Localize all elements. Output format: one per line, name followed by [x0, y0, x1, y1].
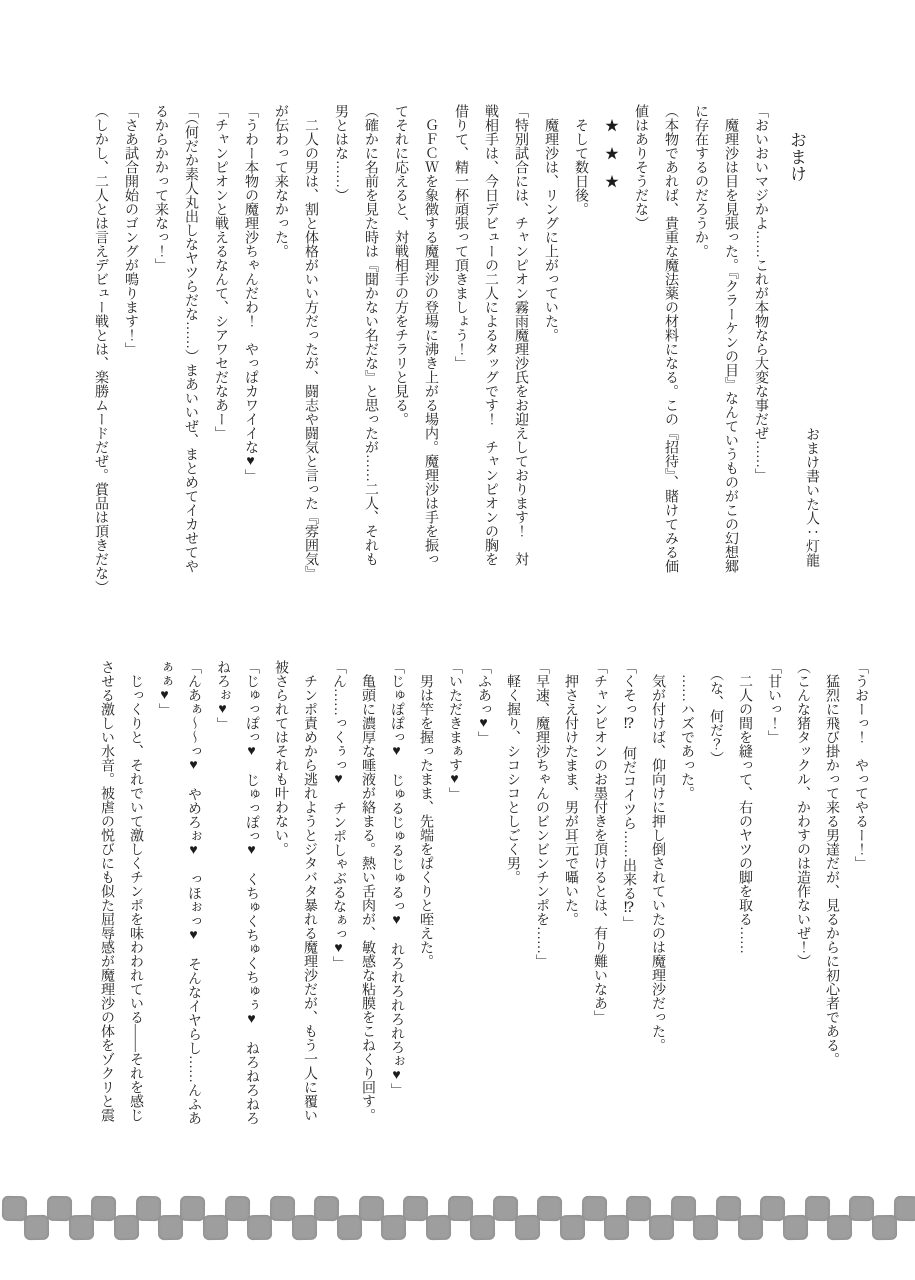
- text-column: 「んあぁ～～っ♥ やめろぉ♥ っほぉっ♥ そんなイヤらし……んふあ: [186, 660, 201, 1125]
- border-square: [693, 1215, 718, 1240]
- border-square: [738, 1215, 763, 1240]
- border-square: [113, 1215, 138, 1240]
- text-column: 猛烈に飛び掛かって来る男達だが、見るからに初心者である。: [824, 660, 839, 1066]
- text-column: ＧＦＣＷを象徴する魔理沙の登場に沸き上がる場内。魔理沙は手を振っ: [423, 104, 438, 566]
- border-square: [805, 1196, 830, 1221]
- border-square: [649, 1215, 674, 1240]
- border-square: [381, 1215, 406, 1240]
- border-square: [760, 1196, 785, 1221]
- border-square: [715, 1196, 740, 1221]
- text-column: 押さえ付けたまま、男が耳元で囁いた。: [563, 660, 578, 926]
- border-square: [2, 1196, 27, 1221]
- text-column: 被さられてはそれも叶わない。: [273, 660, 288, 856]
- text-column: 「うわー本物の魔理沙ちゃんだわ！ やっぱカワイイな♥」: [243, 104, 258, 483]
- border-square: [203, 1215, 228, 1240]
- border-square: [225, 1196, 250, 1221]
- author-credit: おまけ書いた人：灯龍: [804, 427, 819, 567]
- text-column: 亀頭に濃厚な唾液が絡まる。熱い舌肉が、敏感な粘膜をこねくり回す。: [360, 660, 375, 1122]
- text-column: 値はありそうだな）: [633, 104, 648, 230]
- border-square: [671, 1196, 696, 1221]
- text-column: が伝わって来なかった。: [273, 104, 288, 258]
- border-square: [492, 1196, 517, 1221]
- border-square: [403, 1196, 428, 1221]
- border-square: [470, 1215, 495, 1240]
- text-column: （確かに名前を見た時は『聞かない名だな』と思ったが……二人、それも: [363, 104, 378, 566]
- text-column: そして数日後。: [573, 104, 588, 216]
- border-square: [24, 1215, 49, 1240]
- text-column: 二人の男は、割と体格がいい方だったが、闘志や闘気と言った『雰囲気』: [303, 104, 318, 580]
- text-column: ★ ★ ★: [603, 104, 618, 188]
- text-column: 気が付けば、仰向けに押し倒されていたのは魔理沙だった。: [650, 660, 665, 1052]
- border-square: [46, 1196, 71, 1221]
- text-column: 魔理沙は、リングに上がっていた。: [543, 104, 558, 342]
- border-square: [872, 1215, 897, 1240]
- text-column: 「くそっ⁉ 何だコイツら……出来る⁉」: [621, 660, 636, 930]
- border-square: [849, 1196, 874, 1221]
- page-title: おまけ: [787, 131, 806, 182]
- border-square: [69, 1215, 94, 1240]
- text-column: （本物であれば、貴重な魔法薬の材料になる。この『招待』、賭けてみる価: [663, 104, 678, 573]
- text-column: 借りて、精一杯頑張って頂きましょう！」: [453, 104, 468, 370]
- text-column: 「（何だか素人丸出しなヤツらだな……）まあいいぜ、まとめてイカせてや: [183, 104, 198, 573]
- text-column: 「甘いっ！」: [766, 660, 781, 744]
- text-column: 「チャンピオンのお墨付きを頂けるとは、有り難いなあ」: [592, 660, 607, 1024]
- border-square: [827, 1215, 852, 1240]
- border-square: [158, 1215, 183, 1240]
- text-column: 魔理沙は目を見張った。『クラーケンの目』なんていうものがこの幻想郷: [723, 104, 738, 573]
- story-text-bottom-block: [92, 660, 875, 1180]
- text-column: 「じゅっぽっ♥ じゅっぽっ♥ くちゅくちゅくちゅぅ♥ ねろねろねろ: [244, 660, 259, 1125]
- text-column: 二人の間を縫って、右のヤツの脚を取る……: [737, 660, 752, 954]
- text-column: （こんな猪タックル、かわすのは造作ないぜ！）: [795, 660, 810, 968]
- border-square: [604, 1215, 629, 1240]
- border-square: [626, 1196, 651, 1221]
- text-column: 軽く握り、シコシコとしごく男。: [505, 660, 520, 884]
- border-square: [515, 1215, 540, 1240]
- border-square: [292, 1215, 317, 1240]
- border-square: [559, 1215, 584, 1240]
- text-column: させる激しい水音。被虐の悦びにも似た屈辱感が魔理沙の体をゾクリと震: [99, 660, 114, 1122]
- border-square: [782, 1215, 807, 1240]
- text-column: 戦相手は、今日デビューの二人によるタッグです！ チャンピオンの胸を: [483, 104, 498, 566]
- border-square: [894, 1196, 915, 1221]
- text-column: 「ふあっ♥」: [476, 660, 491, 745]
- text-column: 「じゅぽぽっ♥ じゅるじゅるじゅるっ♥ れろれろれろれろぉ♥」: [389, 660, 404, 1097]
- text-column: 男とはな……）: [333, 104, 348, 202]
- text-column: 「さあ試合開始のゴングが鳴ります！」: [123, 104, 138, 356]
- text-column: 「ん……っくぅっ♥ チンポしゃぶるなぁっ♥」: [331, 660, 346, 970]
- border-square: [336, 1215, 361, 1240]
- border-square: [91, 1196, 116, 1221]
- border-square: [314, 1196, 339, 1221]
- text-column: 「いただきまぁす♥」: [447, 660, 462, 801]
- text-column: （しかし、二人とは言えデビュー戦とは、楽勝ムードだぜ。賞品は頂きだな）: [93, 104, 108, 594]
- text-column: るからかかって来なっ！」: [153, 104, 168, 272]
- text-column: に存在するのだろうか。: [693, 104, 708, 258]
- text-column: ……ハズであった。: [679, 660, 694, 800]
- text-column: 「うおーっ！ やってやるー！」: [853, 660, 868, 870]
- text-column: じっくりと、それでいて激しくチンポを味わわれている――それを感じ: [128, 660, 143, 1122]
- border-square: [426, 1215, 451, 1240]
- story-text-top-block: [85, 104, 775, 628]
- text-column: （な、何だ？）: [708, 660, 723, 765]
- border-square: [269, 1196, 294, 1221]
- text-column: 「特別試合には、チャンピオン霧雨魔理沙氏をお迎えしております！ 対: [513, 104, 528, 566]
- text-column: 「チャンピオンと戦えるなんて、シアワセだなあー」: [213, 104, 228, 440]
- border-square: [582, 1196, 607, 1221]
- border-square: [247, 1215, 272, 1240]
- text-column: 男は竿を握ったまま、先端をぱくりと咥えた。: [418, 660, 433, 968]
- checkered-border: [0, 1196, 915, 1244]
- text-column: てそれに応えると、対戦相手の方をチラリと見る。: [393, 104, 408, 426]
- text-column: ねろぉ♥」: [215, 660, 230, 731]
- border-square: [537, 1196, 562, 1221]
- border-square: [448, 1196, 473, 1221]
- text-column: 「早速、魔理沙ちゃんのビンビンチンポを……」: [534, 660, 549, 968]
- border-square: [180, 1196, 205, 1221]
- text-column: 「おいおいマジかよ……これが本物なら大変な事だぜ……」: [753, 104, 768, 482]
- text-column: ぁぁ♥」: [157, 660, 172, 717]
- border-square: [136, 1196, 161, 1221]
- text-column: チンポ責めから逃れようとジタバタ暴れる魔理沙だが、もう一人に覆い: [302, 660, 317, 1122]
- border-square: [359, 1196, 384, 1221]
